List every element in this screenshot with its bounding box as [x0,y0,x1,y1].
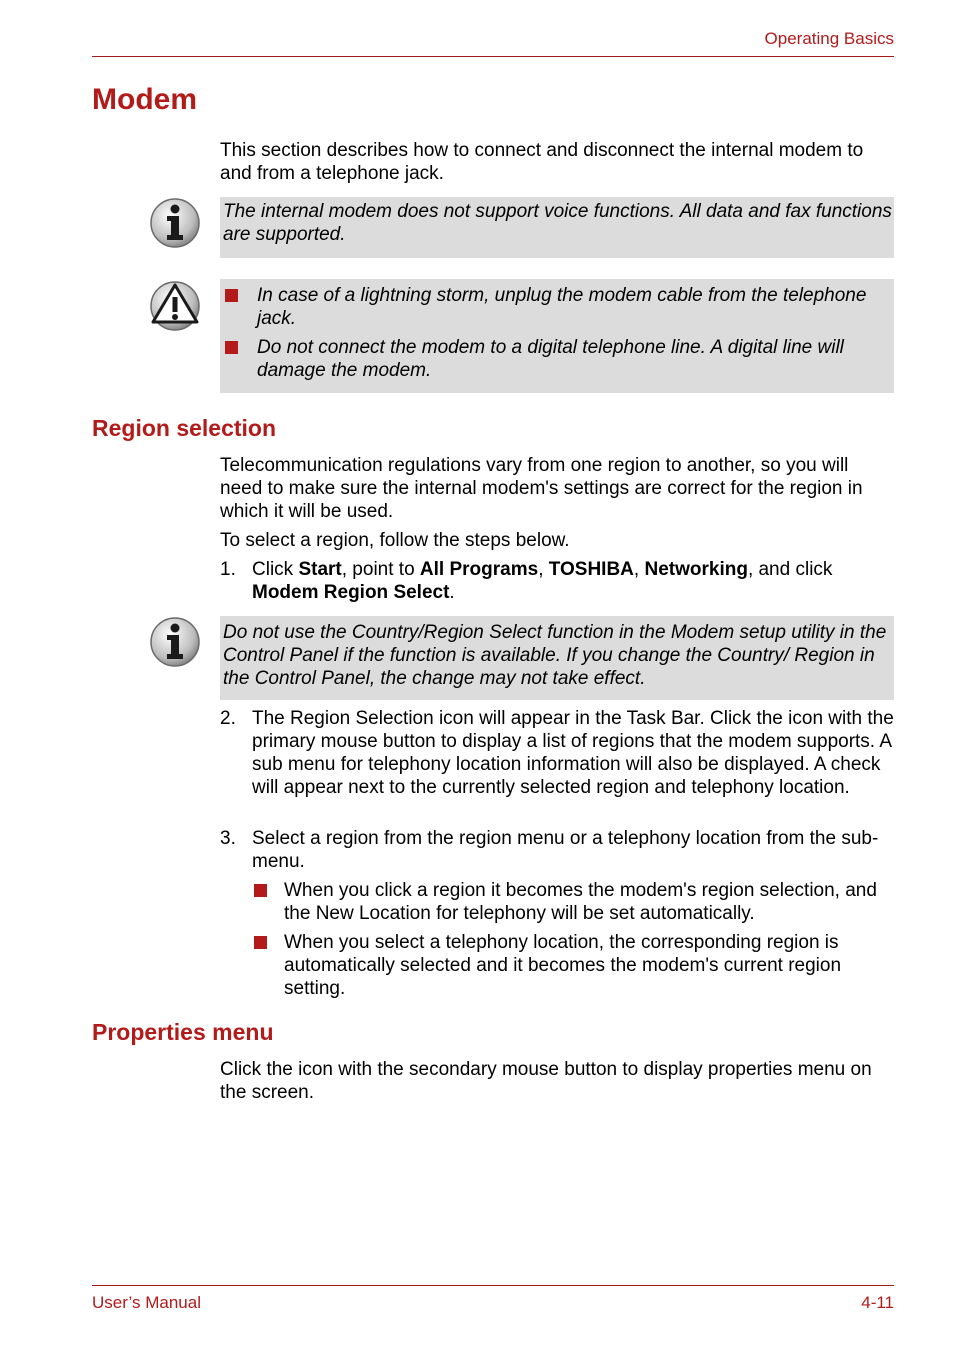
footer-rule [92,1285,894,1286]
header-rule [92,56,894,57]
step-2: 2. The Region Selection icon will appear in the Task Bar. Click the icon with the primary mouse button to display a list of regions that the modem supports. A sub menu for telephony location information will also be displayed. A check will appear next to the currently selected region and telephony location. [220,708,894,798]
page-number: 4-11 [861,1293,894,1312]
properties-menu-heading: Properties menu [92,1019,274,1045]
step-1: 1. Click Start, point to All Programs, TOSHIBA, Networking, and click Modem Region Select. [220,559,833,603]
region-selection-heading: Region selection [92,415,277,441]
region-steps-intro: To select a region, follow the steps below. [220,530,570,551]
running-header: Operating Basics [764,29,894,48]
properties-paragraph: Click the icon with the secondary mouse button to display properties menu on the screen. [220,1059,872,1103]
info-icon [149,197,201,249]
bullet-square-icon [254,884,267,897]
bullet-square-icon [225,341,238,354]
sub-bullet: When you select a telephony location, the corresponding region is automatically selected and it becomes the modem's current region setting. [252,931,894,1000]
region-paragraph: Telecommunication regulations vary from one region to another, so you will need to make sure the internal modem's settings are correct for the region in which it will be used. [220,455,863,522]
info-note-text: The internal modem does not support voice functions. All data and fax functions are supported. [223,201,892,245]
bullet-square-icon [225,289,238,302]
info-note [220,197,894,258]
caution-item: In case of a lightning storm, unplug the modem cable from the telephone jack. [223,284,892,330]
bullet-square-icon [254,936,267,949]
caution-note [220,279,894,393]
step-3: 3. Select a region from the region menu or a telephony location from the sub-menu. [220,828,879,872]
region-info-note: Do not use the Country/Region Select function in the Modem setup utility in the Control Panel if the function is available. If you change the Country/ Region in the Control Panel, the change may not take effect. [220,616,894,700]
info-icon [149,616,201,668]
warning-icon [149,280,201,332]
sub-bullet: When you click a region it becomes the modem's region selection, and the New Location for telephony will be set automatically. [252,879,894,925]
page-title: Modem [92,83,197,116]
caution-item: Do not connect the modem to a digital telephone line. A digital line will damage the modem. [223,336,892,382]
intro-paragraph: This section describes how to connect and disconnect the internal modem to and from a telephone jack. [220,140,864,184]
footer-manual-title: User’s Manual [92,1293,201,1312]
